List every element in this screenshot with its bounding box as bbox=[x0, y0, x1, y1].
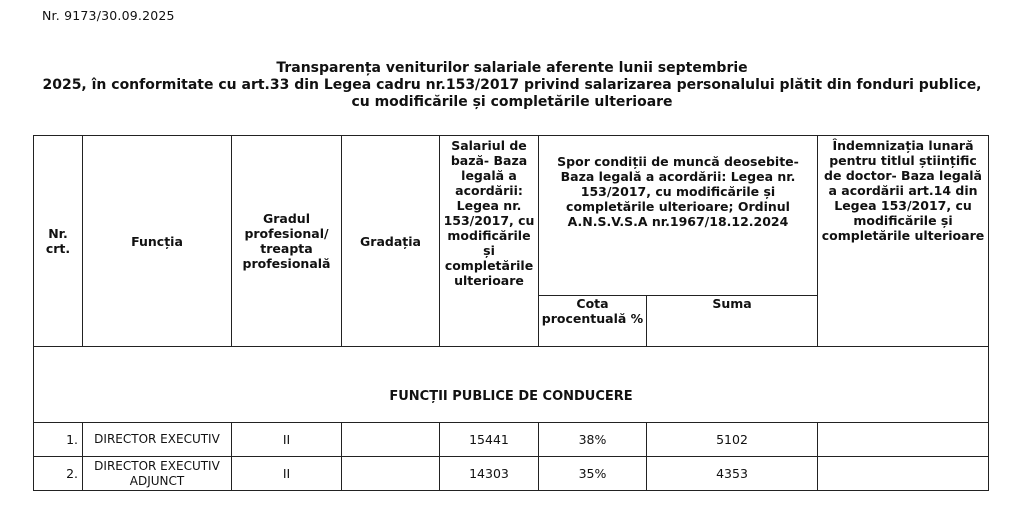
cell-gradatia bbox=[342, 423, 440, 457]
title-line-2: 2025, în conformitate cu art.33 din Legea cadru nr.153/2017 privind salarizarea personalului plătit din fonduri publice, bbox=[42, 77, 982, 93]
cell-functia: DIRECTOR EXECUTIV bbox=[83, 423, 232, 457]
header-gradul: Gradul profesional/ treapta profesională bbox=[232, 136, 342, 347]
header-salariul: Salariul de bază- Baza legală a acordării: Legea nr. 153/2017, cu modificările și completările ulterioare bbox=[440, 136, 539, 347]
cell-nr: 2. bbox=[34, 457, 83, 491]
table-row bbox=[34, 457, 989, 491]
cell-cota: 38% bbox=[539, 423, 647, 457]
section-title: FUNCȚII PUBLICE DE CONDUCERE bbox=[34, 347, 989, 423]
cell-functia: DIRECTOR EXECUTIV ADJUNCT bbox=[83, 457, 232, 491]
table-row bbox=[34, 423, 989, 457]
header-spor: Spor condiții de muncă deosebite- Baza legală a acordării: Legea nr. 153/2017, cu modificările și completările ulterioare; Ordinul A.N.S.V.S.A nr.1967/18.12.2024 bbox=[539, 136, 818, 296]
cell-grad: II bbox=[232, 457, 342, 491]
salary-table bbox=[33, 135, 989, 491]
header-functia: Funcția bbox=[83, 136, 232, 347]
cell-grad: II bbox=[232, 423, 342, 457]
header-indemnizatia: Îndemnizația lunară pentru titlul științific de doctor- Baza legală a acordării art.14 din Legea 153/2017, cu modificările și completările ulterioare bbox=[818, 136, 989, 347]
cell-cota: 35% bbox=[539, 457, 647, 491]
cell-indemnizatie bbox=[818, 423, 989, 457]
header-gradatia: Gradația bbox=[342, 136, 440, 347]
cell-nr: 1. bbox=[34, 423, 83, 457]
document-number: Nr. 9173/30.09.2025 bbox=[42, 8, 175, 23]
cell-salariu: 15441 bbox=[440, 423, 539, 457]
cell-indemnizatie bbox=[818, 457, 989, 491]
header-nr-crt: Nr. crt. bbox=[34, 136, 83, 347]
cell-gradatia bbox=[342, 457, 440, 491]
title-line-1: Transparența veniturilor salariale aferente lunii septembrie bbox=[276, 60, 748, 76]
cell-suma: 4353 bbox=[647, 457, 818, 491]
cell-salariu: 14303 bbox=[440, 457, 539, 491]
cell-suma: 5102 bbox=[647, 423, 818, 457]
header-cota: Cota procentuală % bbox=[539, 296, 647, 347]
title-line-3: cu modificările și completările ulterioare bbox=[351, 94, 673, 110]
document-title bbox=[30, 60, 994, 111]
header-suma: Suma bbox=[647, 296, 818, 347]
